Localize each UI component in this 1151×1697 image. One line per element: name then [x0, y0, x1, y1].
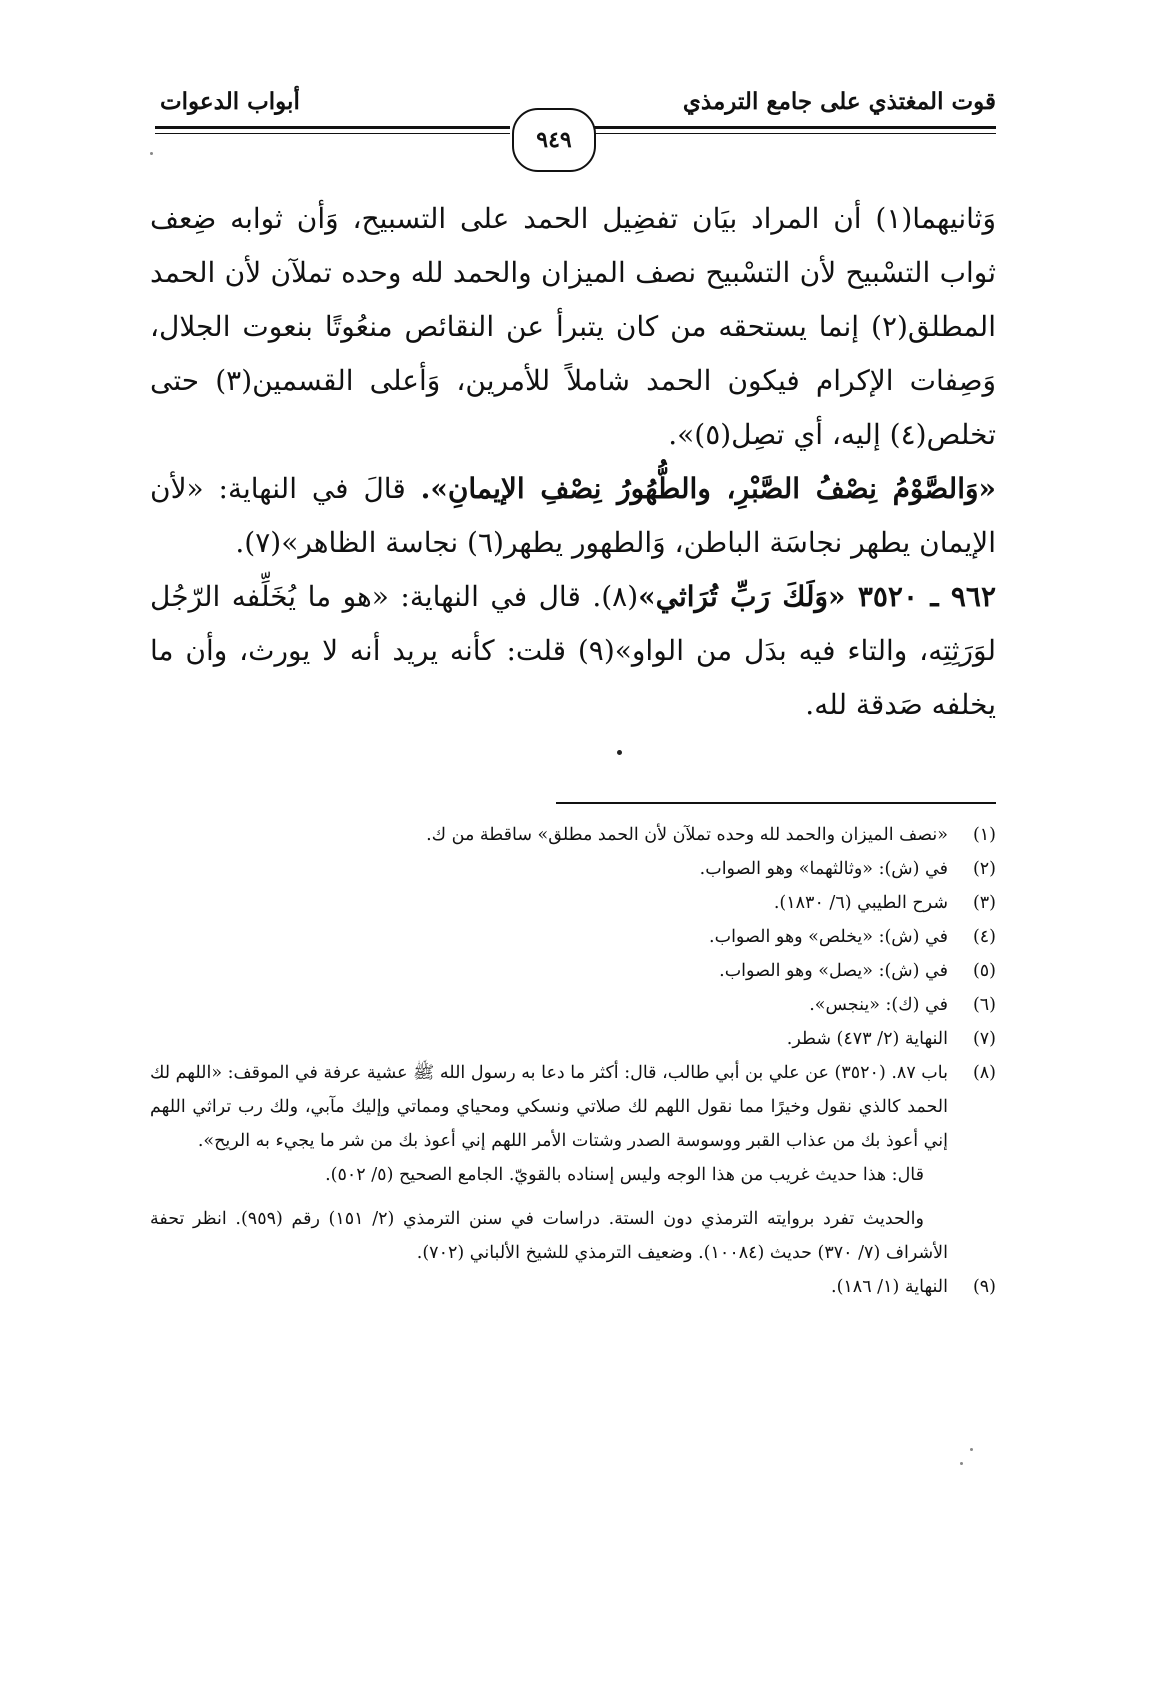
footnote-number: (٤) [972, 927, 996, 947]
page-number: ٩٤٩ [536, 127, 572, 153]
footnote-spacer [150, 1192, 996, 1202]
scan-speck [960, 1462, 963, 1465]
footnote [150, 988, 996, 1022]
paragraph-1: وَثانيهما(١) أن المراد بيَان تفضِيل الحمد على التسبيح، وَأن ثوابه ضِعف ثواب التسْبيح لأن التسْبيح نصف الميزان والحمد لله وحده تملآن لأن الحمد المطلق(٢) إنما يستحقه من كان يتبرأ عن النقائص منعُوتًا بنعوت الجلال، وَصِفات الإكرام فيكون الحمد شاملاً للأمرين، وَأعلى القسمين(٣) حتى تخلص(٤) إليه، أي تصِل(٥)». [150, 202, 996, 451]
footnote-number: (١) [972, 825, 996, 845]
footnote-text: في (ش): «يصل» وهو الصواب. [719, 961, 948, 981]
footnote [150, 1022, 996, 1056]
hadith-number: ٩٦٢ ـ ٣٥٢٠ [857, 580, 997, 613]
page-number-badge [512, 108, 596, 172]
paragraph-3-text: (٨). قال في النهاية: «هو ما يُخَلِّفه الرّجُل لوَرَثِتِه، والتاء فيه بدَل من الواو»(٩) قلت: كأنه يريد أنه لا يورث، وأن ما يخلفه صَدقة لله. [150, 580, 996, 721]
footnote-text: في (ش): «وثالثهما» وهو الصواب. [699, 859, 948, 879]
footnote-continuation: قال: هذا حديث غريب من هذا الوجه وليس إسناده بالقويّ. الجامع الصحيح (٥/ ٥٠٢). [325, 1165, 924, 1185]
footnote [150, 1056, 996, 1158]
footnote-number: (٢) [972, 859, 996, 879]
footnote-number: (٣) [972, 893, 996, 913]
separator-dot [617, 750, 622, 755]
footnote-text: في (ش): «يخلص» وهو الصواب. [709, 927, 948, 947]
footnote-rule [556, 802, 996, 804]
footnote-text: شرح الطيبي (٦/ ١٨٣٠). [773, 893, 948, 913]
footnote-number: (٨) [972, 1063, 996, 1083]
footnote-continuation: والحديث تفرد بروايته الترمذي دون الستة. دراسات في سنن الترمذي (٢/ ١٥١) رقم (٩٥٩). انظر تحفة الأشراف (٧/ ٣٧٠) حديث (١٠٠٨٤). وضعيف الترمذي للشيخ الألباني (٧٠٢). [150, 1209, 948, 1263]
hadith-phrase-2: «وَلَكَ رَبِّ تُرَاثي» [638, 580, 858, 613]
footnote-text: النهاية (١/ ١٨٦). [831, 1277, 948, 1297]
footnote-text: باب ٨٧. (٣٥٢٠) عن علي بن أبي طالب، قال: أكثر ما دعا به رسول الله ﷺ عشية عرفة في الموقف: «اللهم لك الحمد كالذي نقول وخيرًا مما نقول اللهم لك صلاتي ونسكي ومحياي ومماتي وإليك مآبي، ولك رب تراثي اللهم إني أعوذ بك من عذاب القبر ووسوسة الصدر وشتات الأمر اللهم إني أعوذ بك من شر ما يجيء به الريح». [150, 1063, 948, 1151]
chapter-title: أبواب الدعوات [160, 88, 300, 115]
paragraph-2-text: قالَ في النهاية: «لأن الإيمان يطهر نجاسَة الباطن، وَالطهور يطهر(٦) نجاسة الظاهر»(٧). [150, 472, 996, 559]
footnote-text: النهاية (٢/ ٤٧٣) شطر. [786, 1029, 948, 1049]
footnote [150, 1270, 996, 1304]
footnote-number: (٧) [972, 1029, 996, 1049]
header-rule-left-thin [155, 133, 510, 134]
footnote [150, 954, 996, 988]
footnote-text: في (ك): «ينجس». [809, 995, 948, 1015]
header-rule-right [594, 126, 996, 129]
paragraph-3 [150, 570, 996, 732]
footnote [150, 818, 996, 852]
paragraph-2 [150, 462, 996, 570]
footnote-number: (٦) [972, 995, 996, 1015]
footnote [150, 886, 996, 920]
main-text [150, 192, 996, 732]
footnote [150, 852, 996, 886]
footnotes [150, 818, 996, 1304]
footnote-number: (٩) [972, 1277, 996, 1297]
scan-speck [970, 1448, 973, 1451]
footnote-text: «نصف الميزان والحمد لله وحده تملآن لأن الحمد مطلق» ساقطة من ك. [426, 825, 948, 845]
hadith-phrase: «وَالصَّوْمُ نِصْفُ الصَّبْرِ، والطُّهُورُ نِصْفِ الإيمانِ». [420, 472, 997, 505]
scan-speck [150, 152, 153, 155]
header-rule-right-thin [594, 133, 996, 134]
book-title: قوت المغتذي على جامع الترمذي [682, 88, 996, 115]
footnote [150, 920, 996, 954]
footnote-number: (٥) [972, 961, 996, 981]
header-rule-left [155, 126, 510, 129]
